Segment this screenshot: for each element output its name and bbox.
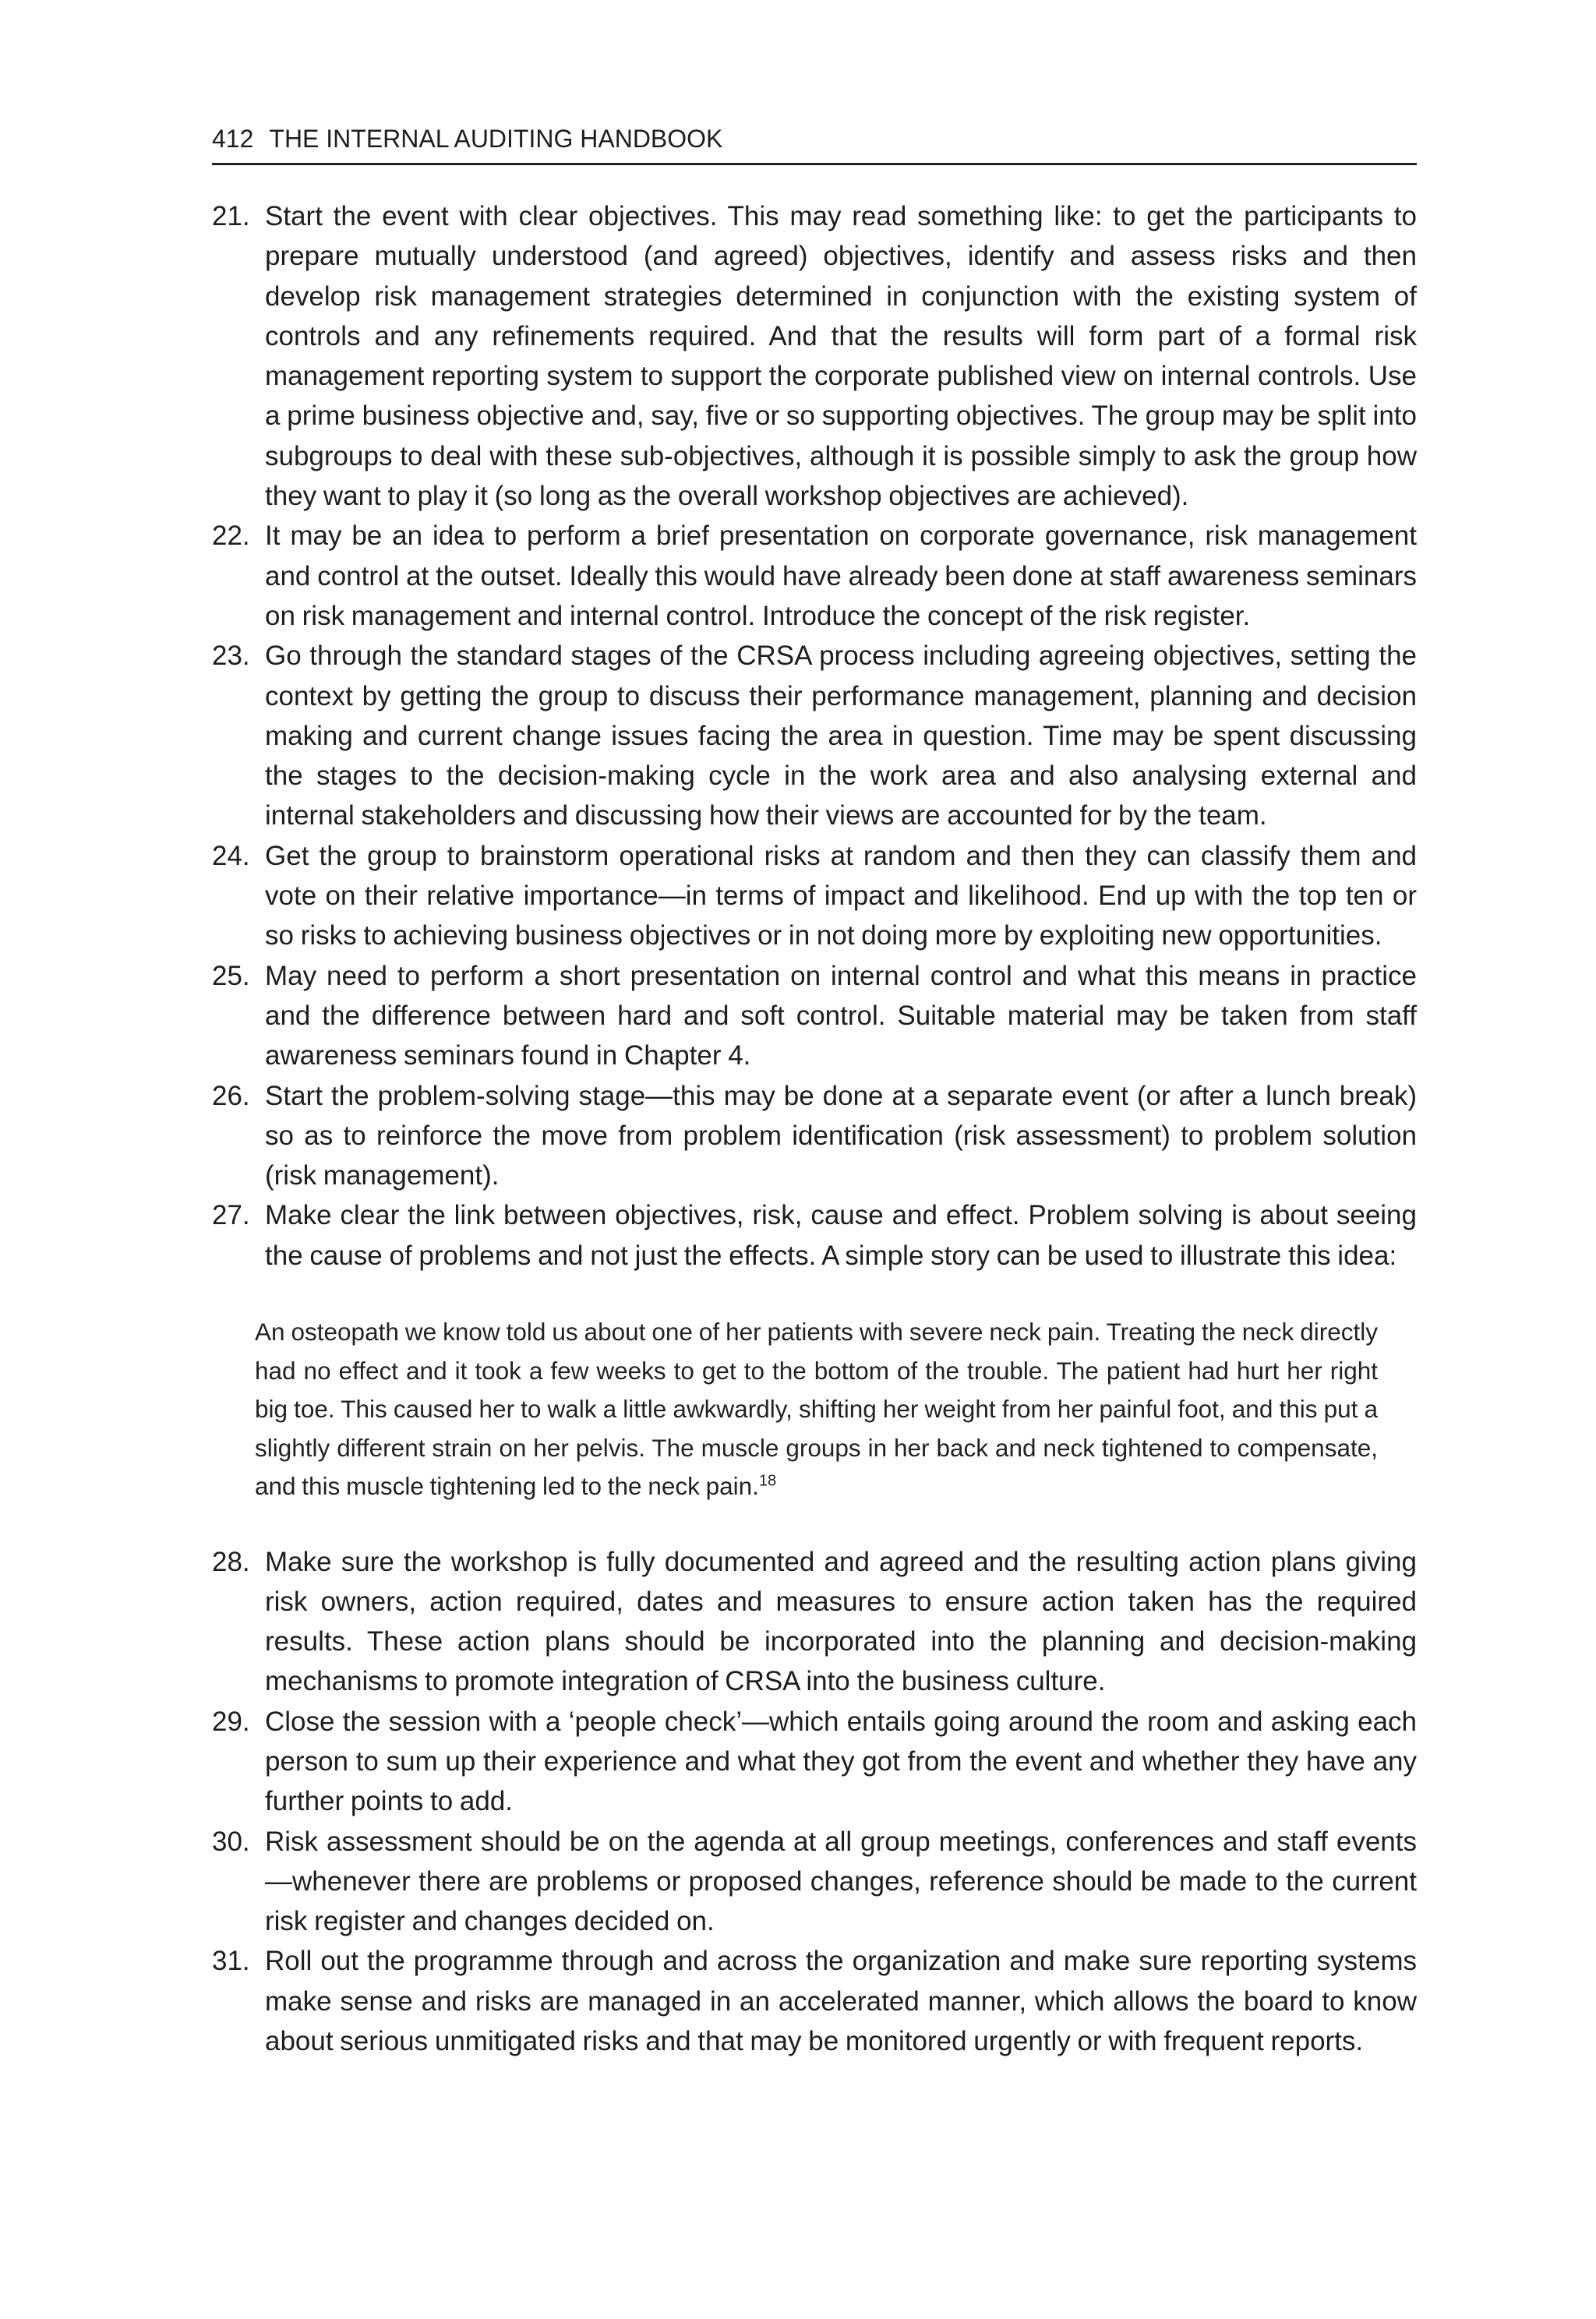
list-item-text: Risk assessment should be on the agenda at all group meetings, conferences and staff events—whenever there are problems or proposed changes, reference should be made to the current risk register and changes decided on. <box>265 1826 1417 1937</box>
list-item-text: Make clear the link between objectives, risk, cause and effect. Problem solving is about seeing the cause of problems and not just the effects. A simple story can be used to illustrate this idea: <box>265 1200 1417 1271</box>
list-item-29 <box>212 1702 1417 1822</box>
numbered-list-upper <box>212 196 1417 1276</box>
list-item-22 <box>212 516 1417 636</box>
list-item-number: 28. <box>212 1546 250 1577</box>
list-item-number: 22. <box>212 521 250 552</box>
list-item-number: 24. <box>212 840 250 871</box>
page-number: 412 <box>212 125 254 153</box>
list-item-text: May need to perform a short presentation on internal control and what this means in practice and the difference between hard and soft control. Suitable material may be taken from staff awareness seminars found in Chapter 4. <box>265 960 1417 1071</box>
list-item-number: 21. <box>212 201 250 231</box>
list-item-28 <box>212 1542 1417 1702</box>
list-item-24 <box>212 836 1417 956</box>
list-item-number: 30. <box>212 1826 250 1857</box>
list-item-27 <box>212 1195 1417 1276</box>
list-item-number: 25. <box>212 960 250 991</box>
quote-text: An osteopath we know told us about one of her patients with severe neck pain. Treating the neck directly had no effect and it took a few weeks to get to the bottom of the trouble. The patient had hurt her right big toe. This caused her to walk a little awkwardly, shifting her weight from her painful foot, and this put a slightly different strain on her pelvis. The muscle groups in her back and neck tightened to compensate, and this muscle tightening led to the neck pain. <box>255 1318 1378 1501</box>
block-quote <box>255 1313 1378 1506</box>
list-item-text: Close the session with a ‘people check’—which entails going around the room and asking each person to sum up their experience and what they got from the event and whether they have any further points to add. <box>265 1706 1417 1817</box>
list-item-25 <box>212 956 1417 1076</box>
list-item-text: Get the group to brainstorm operational risks at random and then they can classify them and vote on their relative importance—in terms of impact and likelihood. End up with the top ten or so risks to achieving business objectives or in not doing more by exploiting new opportunities. <box>265 840 1417 951</box>
list-item-26 <box>212 1076 1417 1196</box>
footnote-reference[interactable]: 18 <box>758 1472 777 1490</box>
list-item-30 <box>212 1822 1417 1942</box>
running-head <box>212 118 1417 165</box>
list-item-23 <box>212 636 1417 835</box>
list-item-number: 31. <box>212 1946 250 1977</box>
list-item-number: 26. <box>212 1080 250 1111</box>
numbered-list-lower <box>212 1542 1417 2062</box>
book-title: THE INTERNAL AUDITING HANDBOOK <box>269 125 723 153</box>
list-item-31 <box>212 1941 1417 2061</box>
list-item-number: 29. <box>212 1706 250 1737</box>
list-item-number: 23. <box>212 641 250 672</box>
list-item-text: It may be an idea to perform a brief presentation on corporate governance, risk management and control at the outset. Ideally this would have already been done at staff awareness seminars on risk management and internal control. Introduce the concept of the risk register. <box>265 521 1417 631</box>
list-item-text: Go through the standard stages of the CRSA process including agreeing objectives, setting the context by getting the group to discuss their performance management, planning and decision making and current change issues facing the area in question. Time may be spent discussing the stages to the decision-making cycle in the work area and also analysing external and internal stakeholders and discussing how their views are accounted for by the team. <box>265 641 1417 831</box>
list-item-text: Start the event with clear objectives. This may read something like: to get the participants to prepare mutually understood (and agreed) objectives, identify and assess risks and then develop risk management strategies determined in conjunction with the existing system of controls and any refinements required. And that the results will form part of a formal risk management reporting system to support the corporate published view on internal controls. Use a prime business objective and, say, five or so supporting objectives. The group may be split into subgroups to deal with these sub-objectives, although it is possible simply to ask the group how they want to play it (so long as the overall workshop objectives are achieved). <box>265 201 1417 512</box>
list-item-text: Start the problem-solving stage—this may be done at a separate event (or after a lunch break) so as to reinforce the move from problem identification (risk assessment) to problem solution (risk management). <box>265 1080 1417 1191</box>
list-item-text: Make sure the workshop is fully documented and agreed and the resulting action plans giving risk owners, action required, dates and measures to ensure action taken has the required results. These action plans should be incorporated into the planning and decision-making mechanisms to promote integration of CRSA into the business culture. <box>265 1546 1417 1697</box>
list-item-number: 27. <box>212 1200 250 1231</box>
list-item-text: Roll out the programme through and across the organization and make sure reporting systems make sense and risks are managed in an accelerated manner, which allows the board to know about serious unmitigated risks and that may be monitored urgently or with frequent reports. <box>265 1946 1417 2057</box>
list-item-21 <box>212 196 1417 516</box>
body-text <box>212 196 1417 2061</box>
